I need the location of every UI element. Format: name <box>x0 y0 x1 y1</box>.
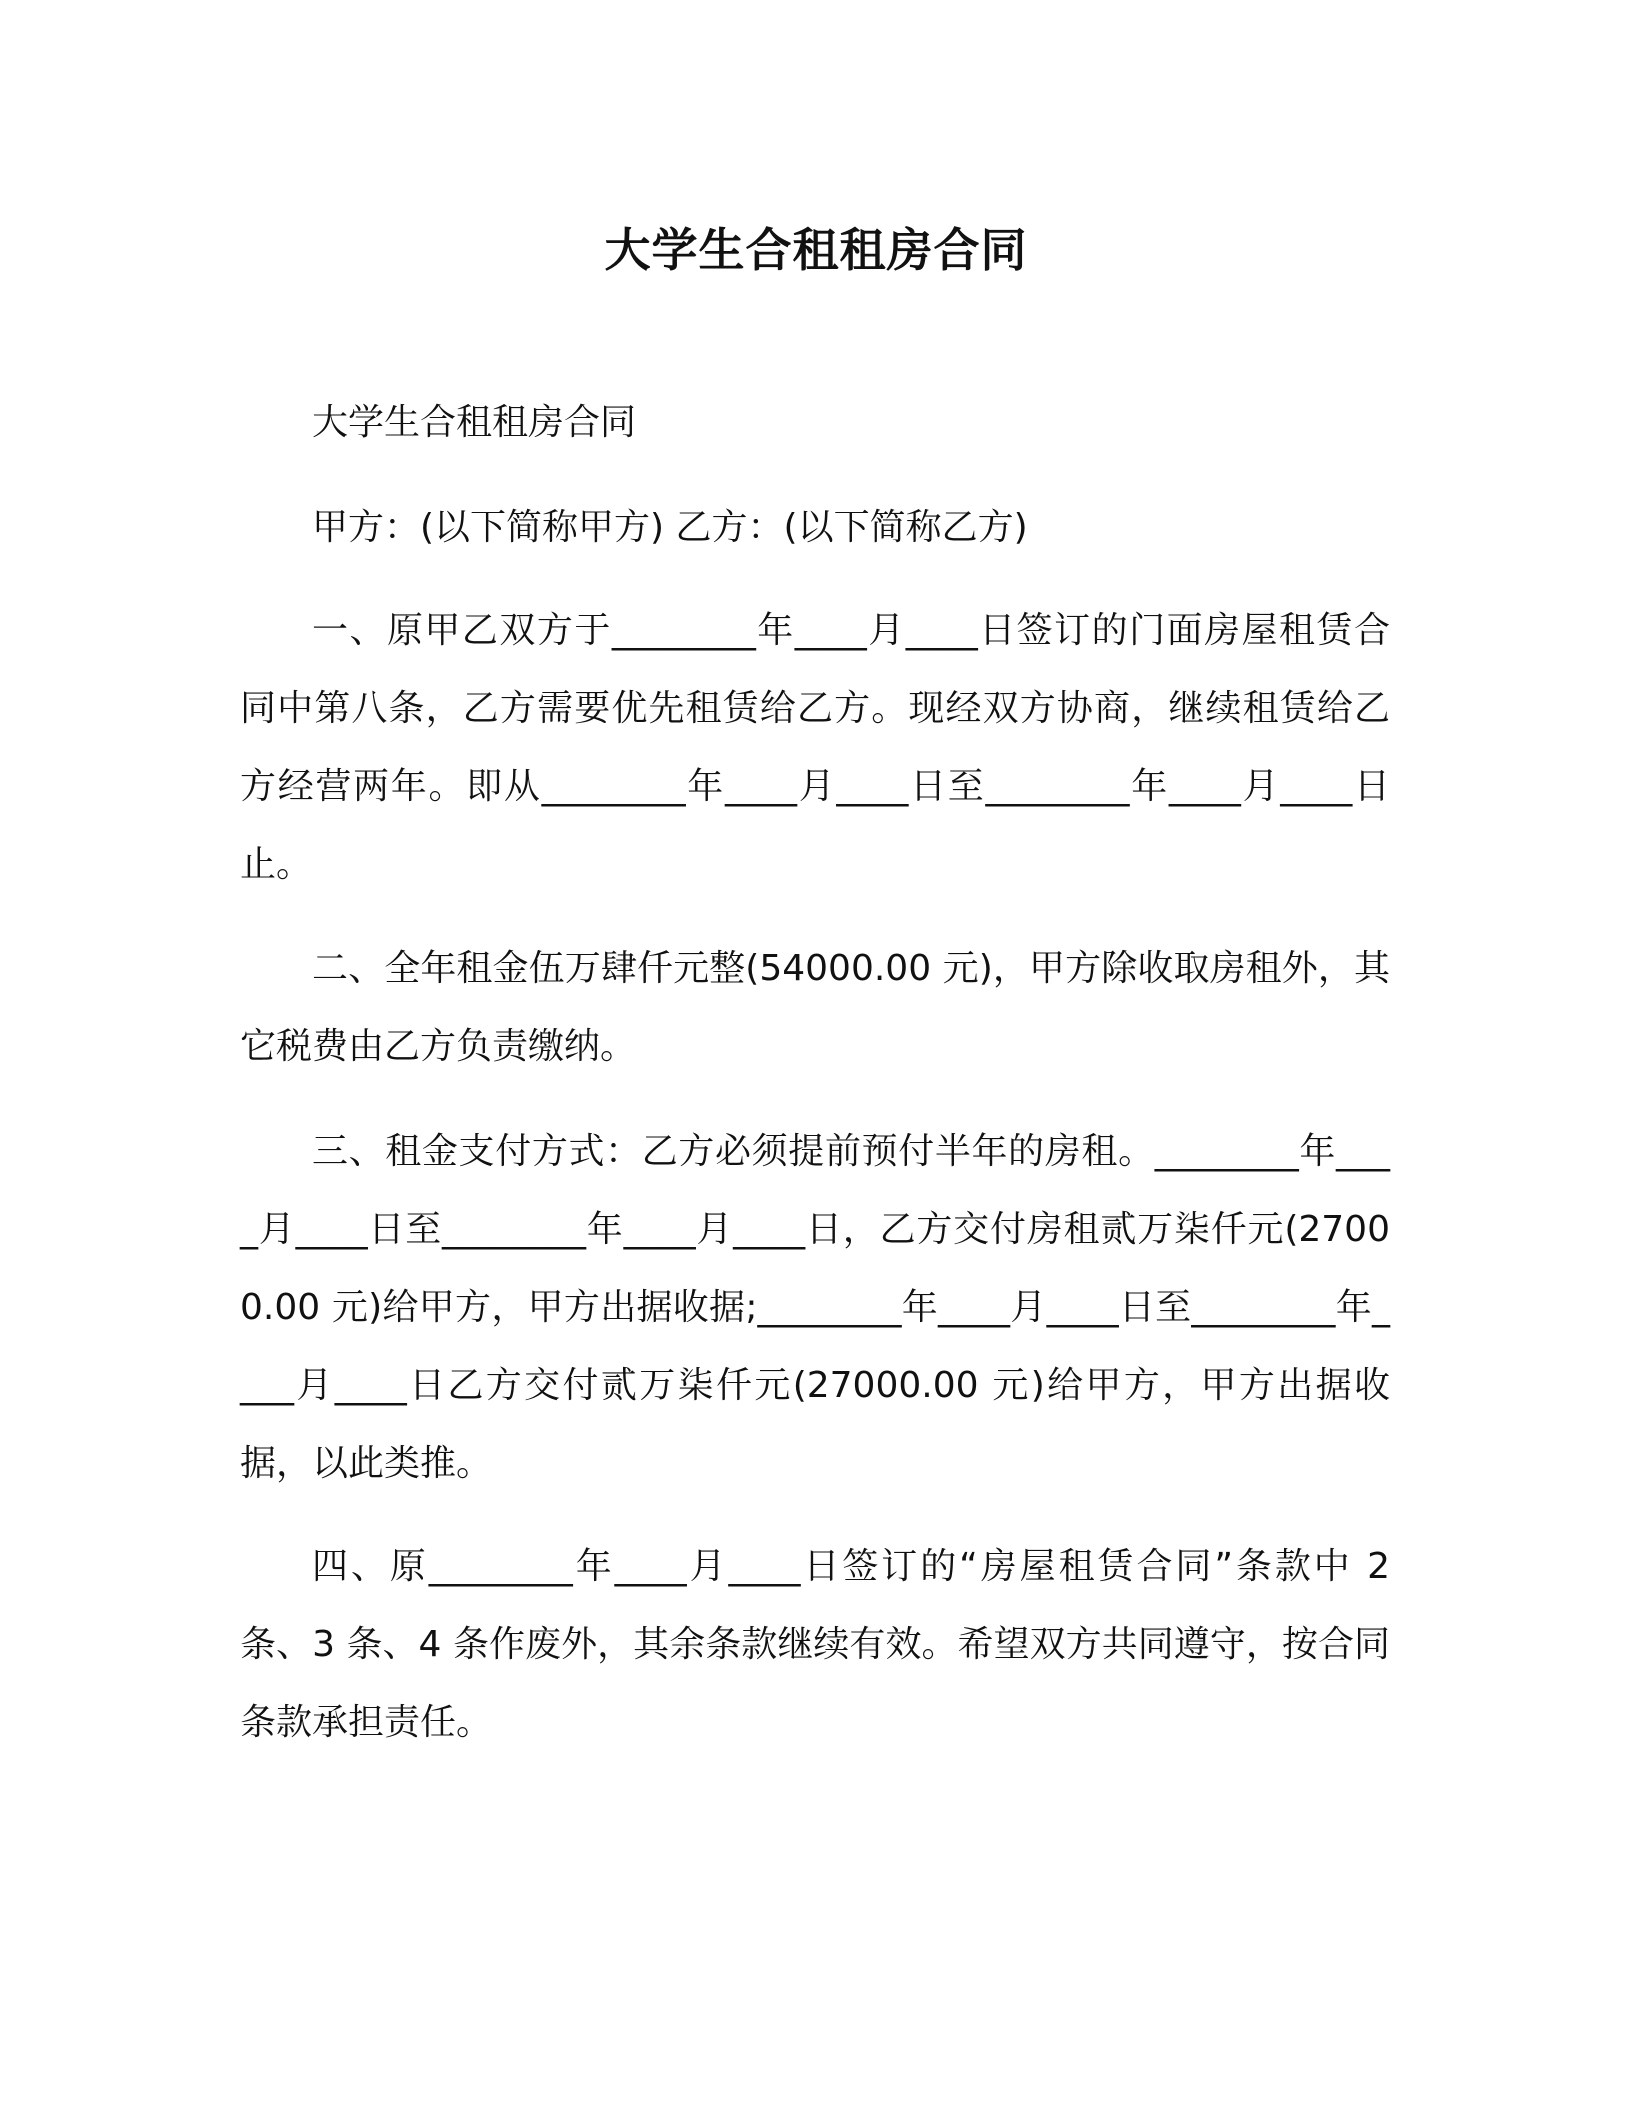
clause-3-text: 三、租金支付方式：乙方必须提前预付半年的房租。________年____月____日至________年____月____日，乙方交付房租贰万柒仟元(27000.00 元)给甲方，甲方出据收据;________年____月____日至________年____月____日乙方交付贰万柒仟元(27000.00 元)给甲方，甲方出据收据，以此类推。 <box>240 1131 1390 1484</box>
clause-1 <box>240 592 1390 904</box>
parties-line <box>240 489 1390 567</box>
parties-text: 甲方：(以下简称甲方) 乙方：(以下简称乙方) <box>312 507 1028 548</box>
document-title: 大学生合租租房合同 <box>604 223 1028 277</box>
document-subtitle <box>240 384 1390 462</box>
clause-3 <box>240 1113 1390 1503</box>
clause-1-text: 一、原甲乙双方于________年____月____日签订的门面房屋租赁合同中第八条，乙方需要优先租赁给乙方。现经双方协商，继续租赁给乙方经营两年。即从________年____月____日至________年____月____日止。 <box>240 610 1390 885</box>
clause-2-text: 二、全年租金伍万肆仟元整(54000.00 元)，甲方除收取房租外，其它税费由乙方负责缴纳。 <box>240 948 1390 1067</box>
clause-4-text: 四、原________年____月____日签订的“房屋租赁合同”条款中 2 条、3 条、4 条作废外，其余条款继续有效。希望双方共同遵守，按合同条款承担责任。 <box>240 1546 1390 1743</box>
clause-4 <box>240 1528 1390 1762</box>
subtitle-text: 大学生合租租房合同 <box>312 402 637 443</box>
clause-2 <box>240 930 1390 1086</box>
